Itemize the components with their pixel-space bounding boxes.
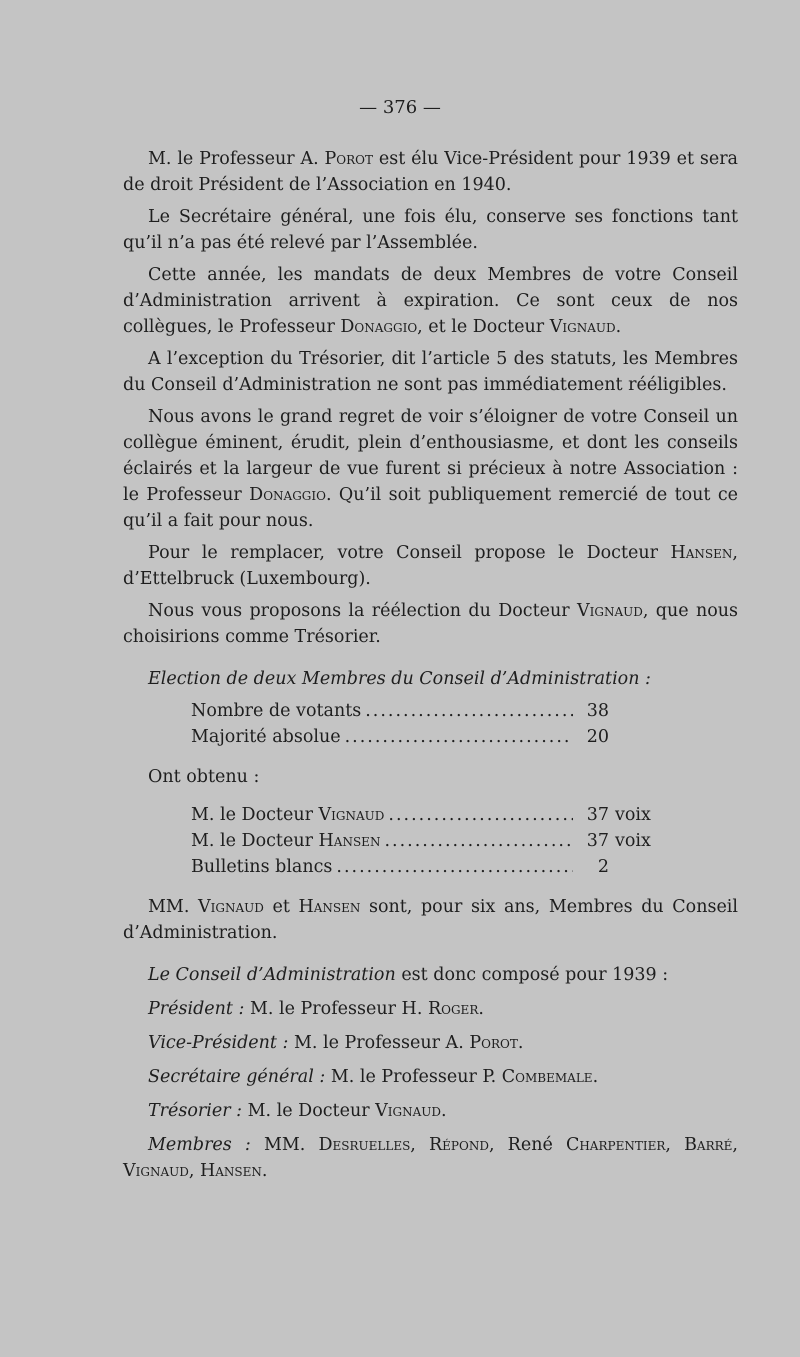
paragraph-vice-president: M. le Professeur A. Porot est élu Vice-Président pour 1939 et sera de droit Président de l’Association en 1940. <box>123 149 738 195</box>
paragraph-result: MM. Vignaud et Hansen sont, pour six ans, Membres du Conseil d’Administration. <box>123 897 738 943</box>
paragraph-remplacer: Pour le remplacer, votre Conseil propose le Docteur Hansen, d’Ettelbruck (Luxembourg). <box>123 543 738 589</box>
election-heading: Election de deux Membres du Conseil d’Administration : <box>148 669 651 689</box>
conseil-vice-president: Vice-Président : M. le Professeur A. Porot. <box>148 1033 524 1053</box>
conseil-intro: Le Conseil d’Administration est donc composé pour 1939 : <box>148 965 669 985</box>
conseil-list <box>123 962 738 1184</box>
body-text <box>123 146 738 1192</box>
obtenu-label: Ont obtenu : <box>148 767 260 787</box>
blancs-row: Bulletins blancs ..... 2 <box>123 854 671 880</box>
votants-row: Nombre de votants ..... 38 <box>123 698 671 724</box>
majorite-row: Majorité absolue ..... 20 <box>123 724 671 750</box>
conseil-president: Président : M. le Professeur H. Roger. <box>148 999 484 1019</box>
paragraph-article: A l’exception du Trésorier, dit l’article 5 des statuts, les Membres du Conseil d’Administration ne sont pas immédiatement rééligibles. <box>123 349 738 395</box>
paragraph-mandats: Cette année, les mandats de deux Membres de votre Conseil d’Administration arrivent à expiration. Ce sont ceux de nos collègues, le Professeur Donaggio, et le Docteur Vignaud. <box>123 265 738 337</box>
paragraph-secretaire: Le Secrétaire général, une fois élu, conserve ses fonctions tant qu’il n’a pas été relevé par l’Assemblée. <box>123 207 738 253</box>
page-number: — 376 — <box>359 97 441 118</box>
candidate-row: M. le Docteur Hansen ..... 37 voix <box>123 828 671 854</box>
conseil-membres: Membres : MM. Desruelles, Répond, René Charpentier, Barré, Vignaud, Hansen. <box>123 1135 738 1181</box>
conseil-tresorier: Trésorier : M. le Docteur Vignaud. <box>148 1101 447 1121</box>
paragraph-reelection: Nous vous proposons la réélection du Docteur Vignaud, que nous choisirions comme Trésorier. <box>123 601 739 647</box>
paragraph-regret: Nous avons le grand regret de voir s’éloigner de votre Conseil un collègue éminent, érudit, plein d’enthousiasme, et dont les conseils éclairés et la largeur de vue furent si précieux à notre Association : le Professeur Donaggio. Qu’il soit publiquement remercié de tout ce qu’il a fait pour nous. <box>123 407 738 531</box>
candidate-row: M. le Docteur Vignaud ..... 37 voix <box>123 802 671 828</box>
conseil-secretaire: Secrétaire général : M. le Professeur P. Combemale. <box>148 1067 599 1087</box>
